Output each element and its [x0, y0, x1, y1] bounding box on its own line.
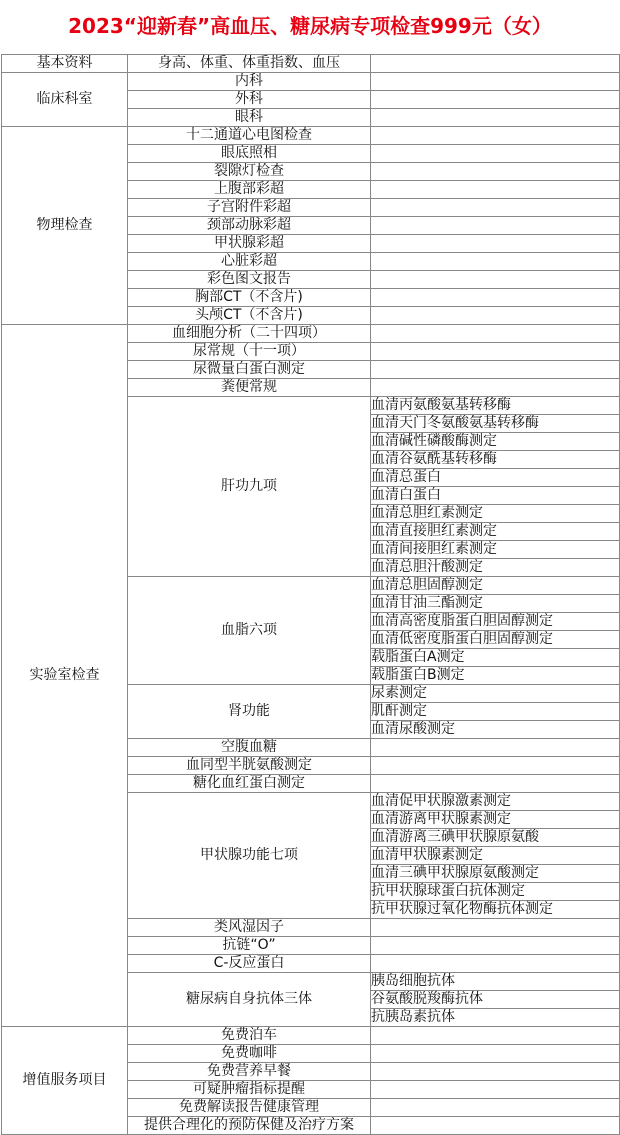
sub-item-cell: 血清总胆汁酸测定 [371, 559, 620, 577]
sub-item-cell: 血清促甲状腺激素测定 [371, 793, 620, 811]
sub-item-cell: 载脂蛋白A测定 [371, 649, 620, 667]
empty-cell [371, 55, 620, 73]
empty-cell [371, 127, 620, 145]
table-row [2, 73, 620, 91]
empty-cell [371, 235, 620, 253]
table-row [2, 325, 620, 343]
empty-cell [371, 361, 620, 379]
category-cell: 实验室检查 [2, 325, 128, 1027]
sub-item-cell: 血清谷氨酰基转移酶 [371, 451, 620, 469]
category-cell: 基本资料 [2, 55, 128, 73]
empty-cell [371, 307, 620, 325]
item-cell: 身高、体重、体重指数、血压 [128, 55, 371, 73]
category-cell: 临床科室 [2, 73, 128, 127]
sub-item-cell: 血清尿酸测定 [371, 721, 620, 739]
empty-cell [371, 757, 620, 775]
empty-cell [371, 145, 620, 163]
empty-cell [371, 73, 620, 91]
item-cell: 肾功能 [128, 685, 371, 739]
empty-cell [371, 955, 620, 973]
sub-item-cell: 血清总蛋白 [371, 469, 620, 487]
sub-item-cell: 血清总胆红素测定 [371, 505, 620, 523]
empty-cell [371, 109, 620, 127]
sub-item-cell: 血清低密度脂蛋白胆固醇测定 [371, 631, 620, 649]
sub-item-cell: 谷氨酸脱羧酶抗体 [371, 991, 620, 1009]
empty-cell [371, 919, 620, 937]
empty-cell [371, 1027, 620, 1045]
item-cell: 尿微量白蛋白测定 [128, 361, 371, 379]
empty-cell [371, 937, 620, 955]
empty-cell [371, 1045, 620, 1063]
item-cell: 头颅CT（不含片) [128, 307, 371, 325]
sub-item-cell: 血清白蛋白 [371, 487, 620, 505]
empty-cell [371, 325, 620, 343]
item-cell: 甲状腺彩超 [128, 235, 371, 253]
sub-item-cell: 血清碱性磷酸酶测定 [371, 433, 620, 451]
item-cell: 血细胞分析（二十四项） [128, 325, 371, 343]
empty-cell [371, 379, 620, 397]
item-cell: 空腹血糖 [128, 739, 371, 757]
empty-cell [371, 343, 620, 361]
item-cell: 血同型半胱氨酸测定 [128, 757, 371, 775]
sub-item-cell: 抗胰岛素抗体 [371, 1009, 620, 1027]
item-cell: 眼科 [128, 109, 371, 127]
empty-cell [371, 1117, 620, 1135]
item-cell: 可疑肿瘤指标提醒 [128, 1081, 371, 1099]
item-cell: 心脏彩超 [128, 253, 371, 271]
item-cell: 眼底照相 [128, 145, 371, 163]
checkup-items-table [1, 54, 620, 1135]
sub-item-cell: 血清间接胆红素测定 [371, 541, 620, 559]
page-title: 2023“迎新春”高血压、糖尿病专项检查999元（女） [68, 14, 552, 38]
empty-cell [371, 775, 620, 793]
item-cell: 免费咖啡 [128, 1045, 371, 1063]
sub-item-cell: 抗甲状腺球蛋白抗体测定 [371, 883, 620, 901]
item-cell: 外科 [128, 91, 371, 109]
item-cell: 肝功九项 [128, 397, 371, 577]
sub-item-cell: 血清高密度脂蛋白胆固醇测定 [371, 613, 620, 631]
item-cell: 抗链“O” [128, 937, 371, 955]
empty-cell [371, 1081, 620, 1099]
item-cell: 类风湿因子 [128, 919, 371, 937]
item-cell: 提供合理化的预防保健及治疗方案 [128, 1117, 371, 1135]
empty-cell [371, 1099, 620, 1117]
item-cell: 上腹部彩超 [128, 181, 371, 199]
category-cell: 增值服务项目 [2, 1027, 128, 1135]
item-cell: 糖尿病自身抗体三体 [128, 973, 371, 1027]
empty-cell [371, 271, 620, 289]
table-row [2, 55, 620, 73]
item-cell: C-反应蛋白 [128, 955, 371, 973]
sub-item-cell: 血清游离甲状腺素测定 [371, 811, 620, 829]
sub-item-cell: 血清丙氨酸氨基转移酶 [371, 397, 620, 415]
empty-cell [371, 1063, 620, 1081]
item-cell: 甲状腺功能七项 [128, 793, 371, 919]
item-cell: 粪便常规 [128, 379, 371, 397]
item-cell: 免费泊车 [128, 1027, 371, 1045]
sub-item-cell: 血清三碘甲状腺原氨酸测定 [371, 865, 620, 883]
category-cell: 物理检查 [2, 127, 128, 325]
item-cell: 彩色图文报告 [128, 271, 371, 289]
sub-item-cell: 血清游离三碘甲状腺原氨酸 [371, 829, 620, 847]
item-cell: 颈部动脉彩超 [128, 217, 371, 235]
item-cell: 血脂六项 [128, 577, 371, 685]
empty-cell [371, 181, 620, 199]
sub-item-cell: 血清甘油三酯测定 [371, 595, 620, 613]
item-cell: 子宫附件彩超 [128, 199, 371, 217]
item-cell: 内科 [128, 73, 371, 91]
table-row [2, 1027, 620, 1045]
empty-cell [371, 199, 620, 217]
sub-item-cell: 血清天门冬氨酸氨基转移酶 [371, 415, 620, 433]
empty-cell [371, 739, 620, 757]
item-cell: 免费营养早餐 [128, 1063, 371, 1081]
sub-item-cell: 胰岛细胞抗体 [371, 973, 620, 991]
item-cell: 十二通道心电图检查 [128, 127, 371, 145]
empty-cell [371, 289, 620, 307]
sub-item-cell: 血清直接胆红素测定 [371, 523, 620, 541]
item-cell: 免费解读报告健康管理 [128, 1099, 371, 1117]
item-cell: 尿常规（十一项） [128, 343, 371, 361]
empty-cell [371, 217, 620, 235]
sub-item-cell: 抗甲状腺过氧化物酶抗体测定 [371, 901, 620, 919]
empty-cell [371, 253, 620, 271]
sub-item-cell: 肌酐测定 [371, 703, 620, 721]
sub-item-cell: 尿素测定 [371, 685, 620, 703]
sub-item-cell: 血清甲状腺素测定 [371, 847, 620, 865]
item-cell: 胸部CT（不含片) [128, 289, 371, 307]
empty-cell [371, 163, 620, 181]
item-cell: 糖化血红蛋白测定 [128, 775, 371, 793]
empty-cell [371, 91, 620, 109]
item-cell: 裂隙灯检查 [128, 163, 371, 181]
sub-item-cell: 载脂蛋白B测定 [371, 667, 620, 685]
sub-item-cell: 血清总胆固醇测定 [371, 577, 620, 595]
table-row [2, 127, 620, 145]
